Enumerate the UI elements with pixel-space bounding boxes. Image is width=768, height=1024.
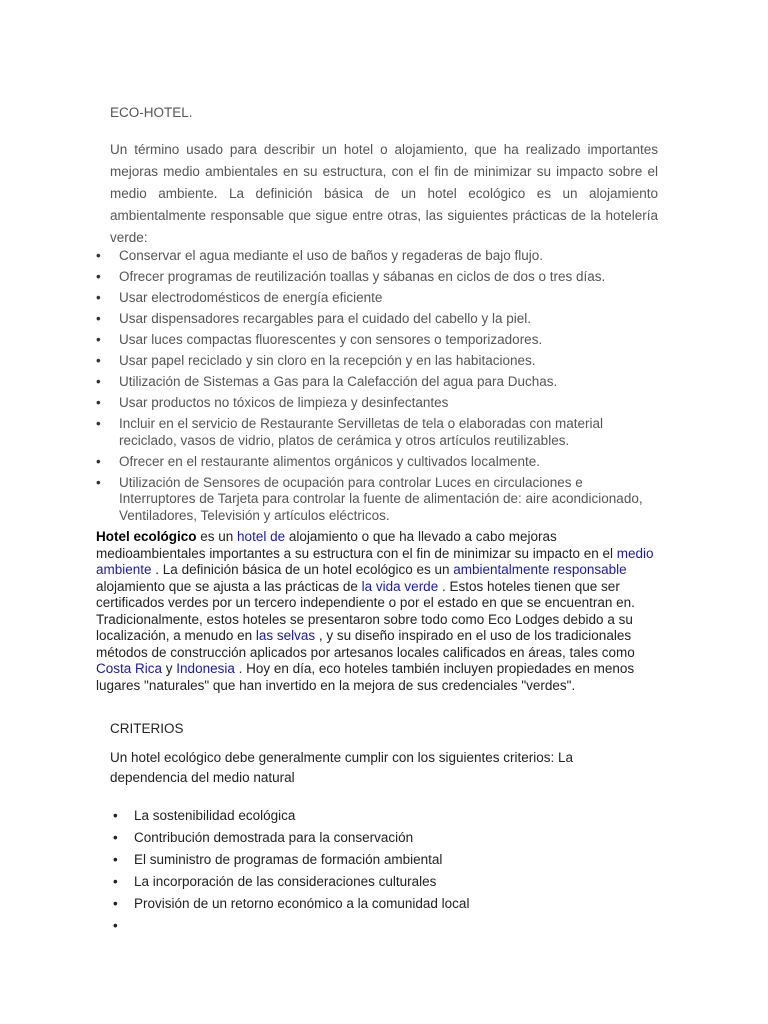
- link-medio-ambiente[interactable]: medio ambiente: [96, 545, 654, 577]
- list-item: • Usar productos no tóxicos de limpieza y desinfectantes: [96, 395, 658, 412]
- paragraph-text: . Hoy en día, eco hoteles también incluyen propiedades en menos lugares "naturales" que han invertido en la mejora de sus credenciales "verdes".: [96, 661, 635, 693]
- list-item: [113, 916, 633, 938]
- practices-list: [96, 248, 658, 529]
- list-item: • Provisión de un retorno económico a la comunidad local: [113, 894, 633, 916]
- paragraph-text: . La definición básica de un hotel ecológico es un: [151, 562, 454, 577]
- list-item: • La incorporación de las consideraciones culturales: [113, 872, 633, 894]
- paragraph-text: es un: [196, 529, 238, 544]
- link-hotel-de[interactable]: hotel de: [237, 529, 286, 544]
- paragraph-text: y: [162, 661, 177, 676]
- list-item: • Conservar el agua mediante el uso de baños y regaderas de bajo flujo.: [96, 248, 658, 265]
- link-indonesia[interactable]: Indonesia: [176, 661, 235, 676]
- list-item: • Ofrecer en el restaurante alimentos orgánicos y cultivados localmente.: [96, 454, 658, 471]
- list-item: • La sostenibilidad ecológica: [113, 806, 633, 828]
- list-item: • Utilización de Sistemas a Gas para la Calefacción del agua para Duchas.: [96, 374, 658, 391]
- paragraph-text: , y su diseño inspirado en el uso de los tradicionales métodos de construcción aplicados por artesanos locales calificados en áreas, tales como: [96, 628, 635, 660]
- document-title: ECO-HOTEL.: [110, 105, 193, 120]
- list-item: • Usar electrodomésticos de energía eficiente: [96, 290, 658, 307]
- link-costa-rica[interactable]: Costa Rica: [96, 661, 163, 676]
- criterios-intro: Un hotel ecológico debe generalmente cumplir con los siguientes criterios: La dependencia del medio natural: [110, 750, 574, 785]
- paragraph-text: . Estos hoteles tienen que ser certificados verdes por un tercero independiente o por el estado en que se encuentran en. Tradicionalmente, estos hoteles se presentaron sobre todo como Eco Lodges debido a su localización, a menudo en: [96, 578, 635, 643]
- bold-term: Hotel ecológico: [96, 529, 197, 544]
- list-item: • Incluir en el servicio de Restaurante Servilletas de tela o elaboradas con material reciclado, vasos de vidrio, platos de cerámica y otros artículos reutilizables.: [96, 416, 658, 449]
- link-la-vida-verde[interactable]: la vida verde: [361, 578, 439, 594]
- criteria-list: [113, 806, 633, 938]
- list-item: • Usar luces compactas fluorescentes y con sensores o temporizadores.: [96, 332, 658, 349]
- list-item: • Usar dispensadores recargables para el cuidado del cabello y la piel.: [96, 311, 658, 328]
- link-las-selvas[interactable]: las selvas: [255, 628, 316, 643]
- hotel-ecologico-paragraph: [96, 529, 654, 694]
- link-ambientalmente-responsable[interactable]: ambientalmente responsable: [453, 562, 627, 577]
- intro-paragraph: Un término usado para describir un hotel o alojamiento, que ha realizado importantes mejoras medio ambientales en su estructura, con el fin de minimizar su impacto sobre el medio ambiente. La definición básica de un hotel ecológico es un alojamiento ambientalmente responsable que sigue entre otras, las siguientes prácticas de la hotelería verde:: [110, 142, 658, 245]
- list-item: • Usar papel reciclado y sin cloro en la recepción y en las habitaciones.: [96, 353, 658, 370]
- list-item: • El suministro de programas de formación ambiental: [113, 850, 633, 872]
- criterios-heading: CRITERIOS: [110, 721, 184, 736]
- list-item: • Utilización de Sensores de ocupación para controlar Luces en circulaciones e Interruptores de Tarjeta para controlar la fuente de alimentación de: aire acondicionado, Ventiladores, Televisión y artículos eléctricos.: [96, 475, 658, 525]
- paragraph-text: alojamiento o que ha llevado a cabo mejoras medioambientales importantes a su estructura con el fin de minimizar su impacto en el: [96, 529, 617, 561]
- list-item: • Contribución demostrada para la conservación: [113, 828, 633, 850]
- list-item: • Ofrecer programas de reutilización toallas y sábanas en ciclos de dos o tres días.: [96, 269, 658, 286]
- paragraph-text: alojamiento que se ajusta a las prácticas de: [96, 578, 362, 594]
